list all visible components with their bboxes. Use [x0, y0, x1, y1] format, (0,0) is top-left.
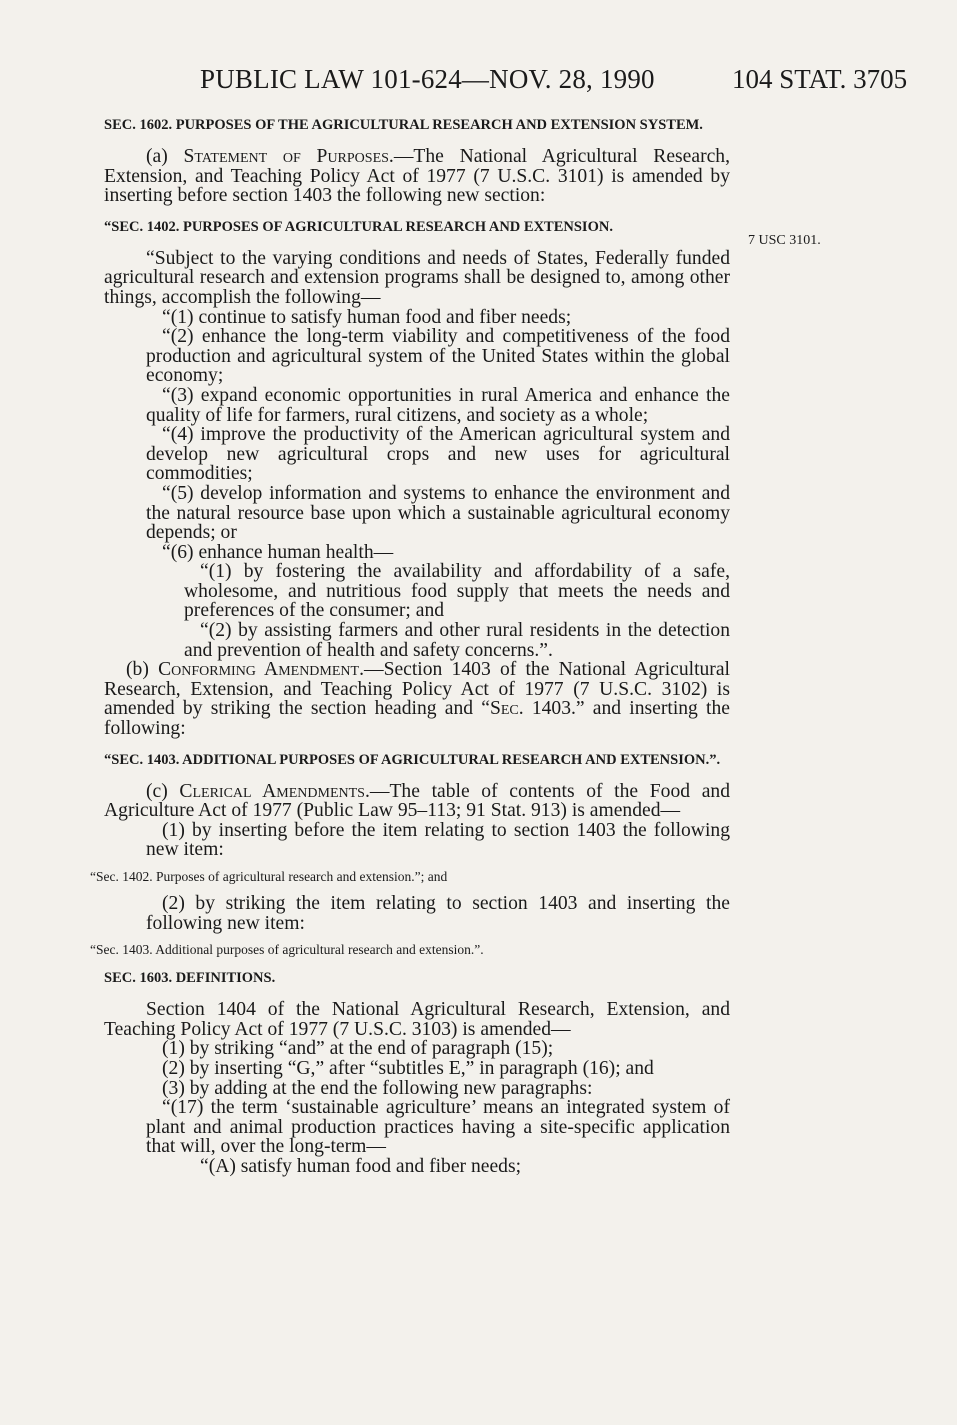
- purpose-item-6: “(6) enhance human health—: [162, 541, 394, 563]
- toc-entry-1402: “Sec. 1402. Purposes of agricultural research and extension.”; and: [90, 869, 448, 884]
- subsection-b-caption: Conforming Amendment: [158, 659, 360, 681]
- subsection-a-caption: Statement of Purposes: [183, 146, 389, 167]
- document-body: [90, 116, 730, 1177]
- section-1404-intro: Section 1404 of the National Agricultural Research, Extension, and Teaching Policy Act of 1977 (7 U.S.C. 3103) is amended—: [104, 999, 730, 1040]
- definition-17-a: “(A) satisfy human food and fiber needs;: [200, 1155, 522, 1177]
- section-heading-1402: “SEC. 1402. PURPOSES OF AGRICULTURAL RESEARCH AND EXTENSION.: [104, 218, 613, 235]
- definition-amend-3: (3) by adding at the end the following new paragraphs:: [162, 1077, 593, 1099]
- page-header-title: PUBLIC LAW 101-624—NOV. 28, 1990: [200, 64, 655, 94]
- purpose-item-1: “(1) continue to satisfy human food and fiber needs;: [162, 306, 572, 328]
- subsection-c-caption: Clerical Amendments: [179, 780, 365, 802]
- purpose-item-5: “(5) develop information and systems to enhance the environment and the natural resource base upon which a sustainable agricultural economy depends; or: [146, 482, 730, 544]
- subsection-b: (b) Conforming Amendment.—Section 1403 of the National Agricultural Research, Extension, and Teaching Policy Act of 1977 (7 U.S.C. 3102) is amended by striking the section heading and “Sec. 1403.” and inserting the following:: [104, 659, 730, 740]
- definition-amend-2: (2) by inserting “G,” after “subtitles E,” in paragraph (16); and: [162, 1057, 654, 1079]
- toc-entry-1403: “Sec. 1403. Additional purposes of agricultural research and extension.”.: [90, 942, 484, 958]
- health-subitem-1: “(1) by fostering the availability and affordability of a safe, wholesome, and nutritious food supply that meets the needs and preferences of the consumer; and: [184, 561, 730, 622]
- purpose-item-4: “(4) improve the productivity of the American agricultural system and develop new agricultural crops and new uses for agricultural commodities;: [146, 424, 730, 485]
- clerical-item-1: (1) by inserting before the item relating to section 1403 the following new item:: [146, 819, 730, 861]
- clerical-item-2: (2) by striking the item relating to section 1403 and inserting the following new item:: [146, 893, 730, 934]
- page-header-stat: 104 STAT. 3705: [732, 64, 908, 94]
- subsection-c: (c) Clerical Amendments.—The table of contents of the Food and Agriculture Act of 1977 (Public Law 95–113; 91 Stat. 913) is amended—: [104, 780, 730, 822]
- section-heading-1603: SEC. 1603. DEFINITIONS.: [104, 970, 276, 987]
- section-heading-1403: “SEC. 1403. ADDITIONAL PURPOSES OF AGRICULTURAL RESEARCH AND EXTENSION.”.: [104, 751, 721, 768]
- purposes-intro: “Subject to the varying conditions and needs of States, Federally funded agricultural research and extension programs shall be designed to, among other things, accomplish the following—: [104, 247, 730, 308]
- health-subitem-2: “(2) by assisting farmers and other rural residents in the detection and prevention of health and safety concerns.”.: [184, 620, 730, 661]
- purpose-item-2: “(2) enhance the long-term viability and competitiveness of the food production and agricultural system of the United States within the global economy;: [146, 326, 730, 387]
- subsection-a: (a) Statement of Purposes.—The National Agricultural Research, Extension, and Teaching Policy Act of 1977 (7 U.S.C. 3101) is amended by inserting before section 1403 the following new section:: [104, 146, 730, 207]
- section-heading-1602: SEC. 1602. PURPOSES OF THE AGRICULTURAL RESEARCH AND EXTENSION SYSTEM.: [104, 117, 703, 133]
- margin-citation: 7 USC 3101.: [748, 233, 821, 248]
- purpose-item-3: “(3) expand economic opportunities in rural America and enhance the quality of life for farmers, rural citizens, and society as a whole;: [146, 384, 730, 426]
- definition-amend-1: (1) by striking “and” at the end of paragraph (15);: [162, 1038, 554, 1060]
- definition-17: “(17) the term ‘sustainable agriculture’ means an integrated system of plant and animal production practices having a site-specific application that will, over the long-term—: [146, 1097, 730, 1158]
